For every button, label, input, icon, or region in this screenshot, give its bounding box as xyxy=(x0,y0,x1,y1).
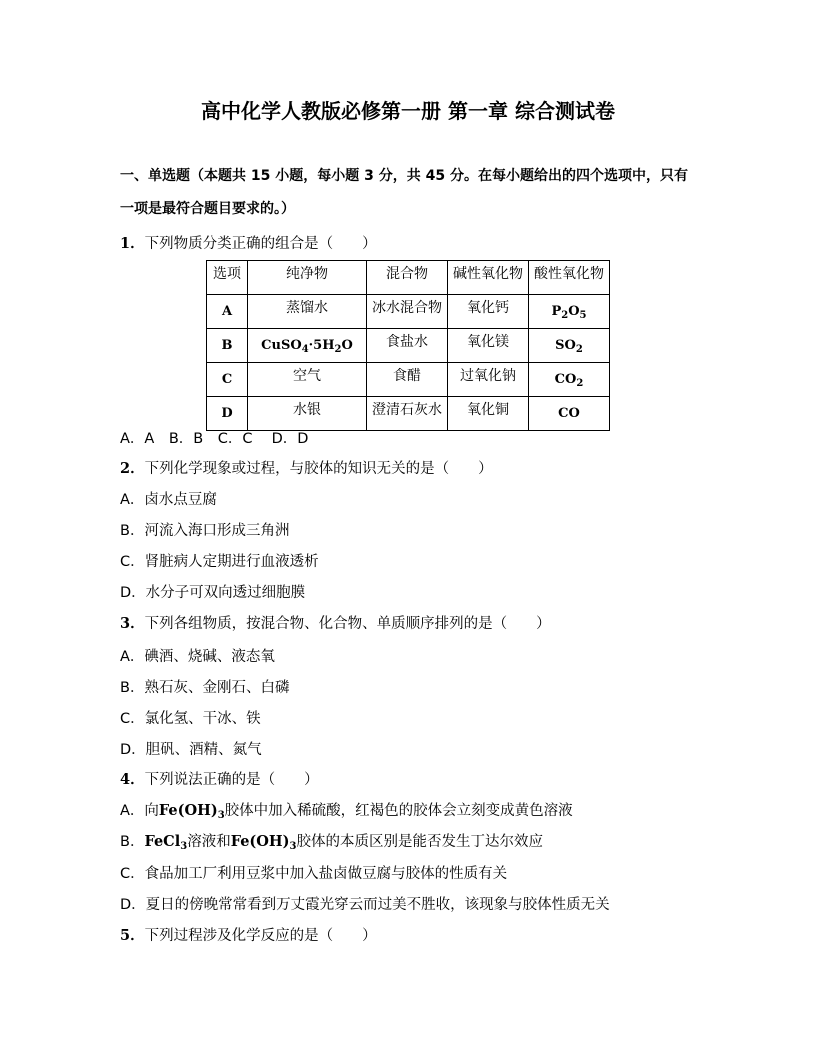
table-cell: 食盐水 xyxy=(367,329,448,363)
question-number: 4． xyxy=(120,771,145,788)
table-row xyxy=(207,329,610,363)
option-c: C．肾脏病人定期进行血液透析 xyxy=(120,554,319,570)
row-label: A xyxy=(207,295,248,329)
option-b: B．河流入海口形成三角洲 xyxy=(120,523,290,539)
question-number: 3． xyxy=(120,615,145,632)
option-a: A．卤水点豆腐 xyxy=(120,492,217,508)
formula-cell: $CO_2$ xyxy=(529,363,610,397)
formula-cell: $CuSO_4\cdot 5H_2O$ xyxy=(248,329,367,363)
question-stem: 下列各组物质，按混合物、化合物、单质顺序排列的是（ ） xyxy=(144,616,551,632)
option-a: A．向$Fe(OH)_3$胶体中加入稀硫酸，红褐色的胶体会立刻变成黄色溶液 xyxy=(120,802,573,821)
table-cell: 食醋 xyxy=(367,363,448,397)
table-header-row xyxy=(207,261,610,295)
table-row xyxy=(207,397,610,431)
option-b: B．FeCl$_3$溶液和$Fe(OH)_3$胶体的本质区别是能否发生丁达尔效应 xyxy=(120,833,543,852)
table-cell: 氧化铜 xyxy=(448,397,529,431)
table-header: 酸性氧化物 xyxy=(529,261,610,295)
option-b: B．熟石灰、金刚石、白磷 xyxy=(120,680,290,696)
question-5 xyxy=(120,924,377,945)
question-2 xyxy=(120,457,493,478)
question-4 xyxy=(120,768,319,789)
option-c: C．食品加工厂利用豆浆中加入盐卤做豆腐与胶体的性质有关 xyxy=(120,866,508,882)
formula-cell: $SO_2$ xyxy=(529,329,610,363)
option-d: D．水分子可双向透过细胞膜 xyxy=(120,585,306,601)
table-row xyxy=(207,295,610,329)
question-stem: 下列过程涉及化学反应的是（ ） xyxy=(144,928,377,944)
option-c: C．氯化氢、干冰、铁 xyxy=(120,711,261,727)
question-stem: 下列说法正确的是（ ） xyxy=(144,772,319,788)
table-cell: 澄清石灰水 xyxy=(367,397,448,431)
formula-cell: CO xyxy=(529,397,610,431)
option-d: D．胆矾、酒精、氮气 xyxy=(120,742,262,758)
table-cell: 氧化镁 xyxy=(448,329,529,363)
formula-cell: $P_2O_5$ xyxy=(529,295,610,329)
question-number: 5． xyxy=(120,927,145,944)
option-a: A．碘酒、烧碱、液态氧 xyxy=(120,649,275,665)
question-1 xyxy=(120,232,377,253)
table-header: 纯净物 xyxy=(248,261,367,295)
table-cell: 氧化钙 xyxy=(448,295,529,329)
table-cell: 过氧化钠 xyxy=(448,363,529,397)
table-cell: 空气 xyxy=(248,363,367,397)
page-title: 高中化学人教版必修第一册 第一章 综合测试卷 xyxy=(201,99,615,123)
table-header: 碱性氧化物 xyxy=(448,261,529,295)
question-number: 2． xyxy=(120,460,145,477)
table-header: 选项 xyxy=(207,261,248,295)
question-stem: 下列物质分类正确的组合是（ ） xyxy=(144,236,377,252)
answer-options: A．A B．B C．C D．D xyxy=(120,431,309,447)
table-cell: 水银 xyxy=(248,397,367,431)
question-3 xyxy=(120,612,551,633)
table-row xyxy=(207,363,610,397)
table-header: 混合物 xyxy=(367,261,448,295)
row-label: B xyxy=(207,329,248,363)
classification-table xyxy=(206,260,610,431)
table-cell: 冰水混合物 xyxy=(367,295,448,329)
option-d: D．夏日的傍晚常常看到万丈霞光穿云而过美不胜收，该现象与胶体性质无关 xyxy=(120,897,610,913)
question-number: 1． xyxy=(120,235,145,252)
table-cell: 蒸馏水 xyxy=(248,295,367,329)
row-label: C xyxy=(207,363,248,397)
section-heading: 一、单选题（本题共 15 小题，每小题 3 分，共 45 分。在每小题给出的四个选项中，只有一项是最符合题目要求的。） xyxy=(120,168,688,217)
row-label: D xyxy=(207,397,248,431)
question-stem: 下列化学现象或过程，与胶体的知识无关的是（ ） xyxy=(144,461,493,477)
